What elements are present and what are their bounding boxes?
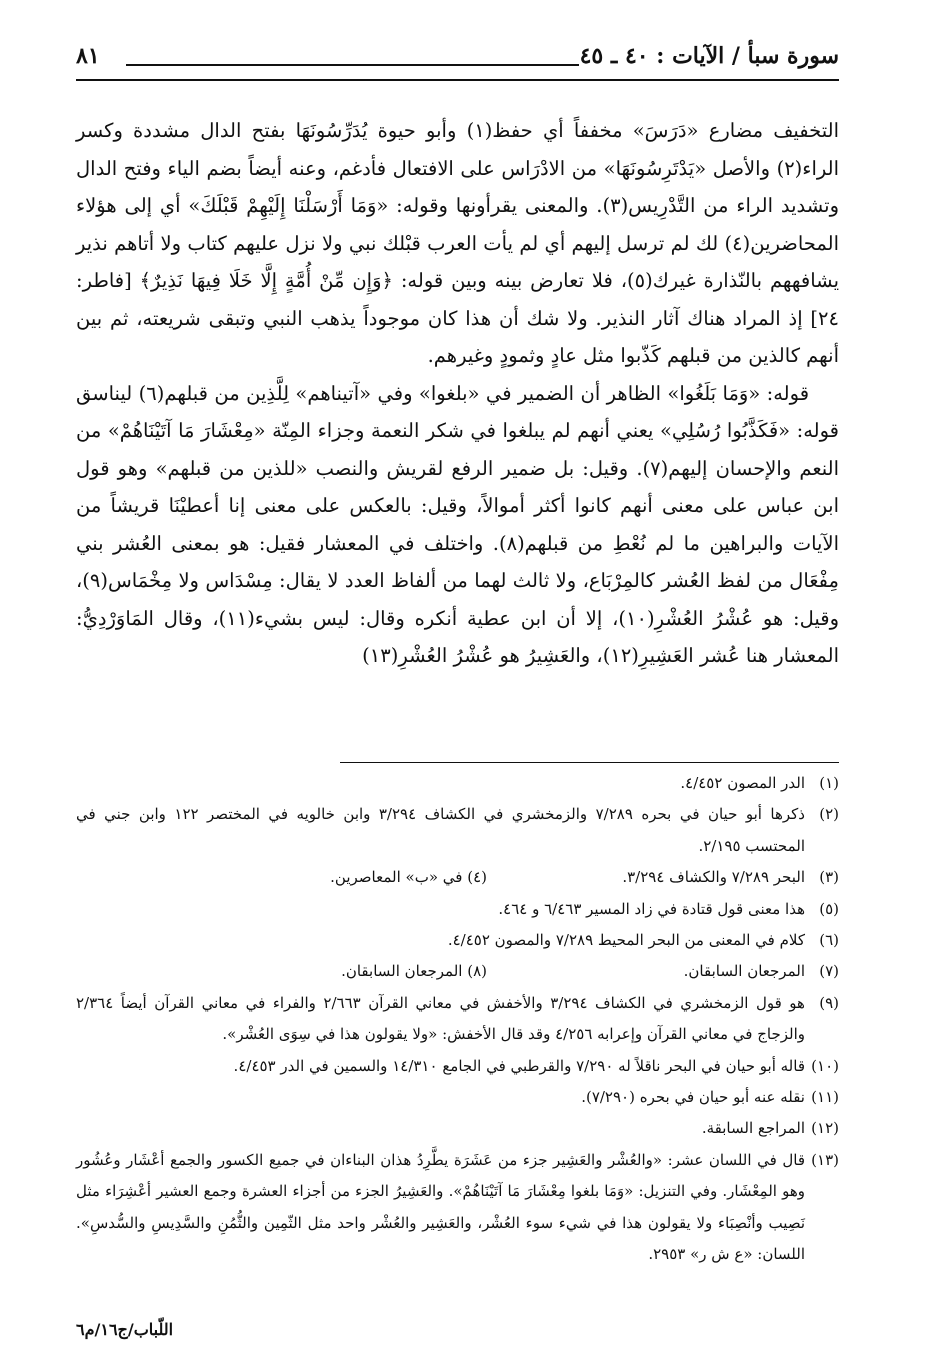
running-title: سورة سبأ / الآيات : ٤٠ ـ ٤٥ — [579, 43, 839, 69]
footnote — [76, 1145, 839, 1271]
footnote-number: (١١) — [811, 1088, 839, 1107]
footnote-text: المرجعان السابقان. — [341, 962, 463, 981]
footnotes — [76, 768, 839, 1270]
footnote-number: (٩) — [819, 993, 839, 1012]
header-leader-line — [126, 64, 579, 66]
footnote-text: قاله أبو حيان في البحر ناقلاً له ٧/٢٩٠ والقرطبي في الجامع ١٤/٣١٠ والسمين في الدر ٤/٤٥٣. — [233, 1056, 805, 1075]
footnote — [76, 1082, 839, 1113]
footnote — [76, 925, 839, 956]
footnote-text: هو قول الزمخشري في الكشاف ٣/٢٩٤ والأخفش في معاني القرآن ٢/٦٦٣ والفراء في معاني القرآن أيضاً ٢/٣٦٤ والزجاج في معاني القرآن وإعرابه ٤/٢٥٦ وقد قال الأخفش: «ولا يقولون هذا في سِوَى العُشْر». — [76, 993, 805, 1044]
footnote-text: المراجع السابقة. — [701, 1119, 805, 1138]
main-text — [76, 112, 839, 675]
footnote — [76, 1113, 839, 1144]
printer-signature: اللّباب/ج١٦/م٦ — [76, 1320, 174, 1339]
footnote-number: (١٢) — [811, 1119, 839, 1138]
footnote — [76, 799, 839, 862]
footnote-second — [330, 862, 487, 893]
footnote-text: البحر ٧/٢٨٩ والكشاف ٣/٢٩٤. — [622, 868, 805, 887]
paragraph: قوله: «وَمَا بَلَغُوا» الظاهر أن الضمير في «بلغوا» وفي «آتيناهم» لِلَّذِين من قبلهم(٦) ليناسق قوله: «فَكَذَّبُوا رُسُلِي» يعني أنهم لم يبلغوا في شكر النعمة وجزاء المِنّة «مِعْشَارَ مَا آتَيْنَاهُمْ» من النعم والإحسان إليهم(٧). وقيل: بل ضمير الرفع لقريش والنصب «للذين من قبلهم» وهو قول ابن عباس على معنى أنهم كانوا أكثر أموالاً، وقيل: بالعكس على معنى إنا أعطيْنَا قريشاً من الآيات والبراهين ما لم نُعْطِ من قبلهم(٨). واختلف في المعشار فقيل: هو بمعنى العُشر بني مِفْعَال من لفظ العُشر كالمِرْبَاع، ولا ثالث لهما من ألفاظ العدد لا يقال: مِسْدَاس ولا مِخْمَاس(٩)، وقيل: هو عُشْرُ العُشْرِ(١٠)، إلا أن ابن عطية أنكره وقال: ليس بشيء(١١)، وقال المَاوَرْدِيُّ: المعشار هنا عُشر العَشِيرِ(١٢)، والعَشِيرُ هو عُشْرُ العُشْرِ(١٣) — [76, 381, 839, 667]
footnote — [76, 988, 839, 1051]
footnote-number: (١٣) — [811, 1150, 839, 1169]
footnote-number: (١) — [819, 774, 839, 792]
footnote-number: (٥) — [819, 899, 839, 918]
footnote — [76, 894, 839, 925]
footnote — [76, 768, 839, 799]
footnote-pair — [76, 862, 839, 893]
footnote-text: المرجعان السابقان. — [683, 962, 805, 981]
footnote-number: (٢) — [819, 805, 839, 824]
footnote-number: (٨) — [467, 962, 487, 981]
footnote-number: (١٠) — [811, 1056, 839, 1075]
footnote-text: قال في اللسان عشر: «والعُشْر والعَشِير جزء من عَشَرَة يطَّرِدُ هذان البناءان في جميع الكسور والجمع أعْشَار وعُشُور وهو المِعْشَار. وفي التنزيل: «وَمَا بلغوا مِعْشَارَ مَا آتَيْنَاهُمْ». والعَشِيرُ الجزء من أجزاء العشرة وجمع العشير أعْشِرَاء مثل نَصِيب وأنْصِبَاء ولا يقولون هذا في شيء سوء العُشْر، والعَشِير والعُشْر واحد مثل الثّمِين والثُّمُنِ والسَّدِيسِ والسُّدسِ». اللسان: «ع ش ر» ٢٩٥٣. — [76, 1150, 805, 1264]
footnote-text: ذكرها أبو حيان في بحره ٧/٢٨٩ والزمخشري في الكشاف ٣/٢٩٤ وابن خالويه في المختصر ١٢٢ وابن جني في المحتسب ٢/١٩٥. — [76, 805, 805, 855]
footnote-text: كلام في المعنى من البحر المحيط ٧/٢٨٩ والمصون ٤/٤٥٢. — [447, 931, 805, 950]
page-header — [76, 36, 839, 76]
footnote-pair — [76, 956, 839, 987]
footnote — [76, 1051, 839, 1082]
footnote-text: في «ب» المعاصرين. — [330, 868, 463, 887]
footnote-text: الدر المصون ٤/٤٥٢. — [680, 774, 805, 792]
footnote-text: نقله عنه أبو حيان في بحره (٧/٢٩٠). — [581, 1088, 805, 1107]
page-number: ٨١ — [76, 43, 100, 69]
paragraph: التخفيف مضارع «دَرَسَ» مخففاً أي حفظ(١) وأبو حيوة يُدَرِّسُونَهَا بفتح الدال مشددة وكسر الراء(٢) والأصل «يَدْتَرِسُونَهَا» من الادْرَاس على الافتعال فأدغم، وعنه أيضاً بضم الياء وفتح الدال وتشديد الراء من التَّدْرِيس(٣). والمعنى يقرأونها وقوله: «وَمَا أَرْسَلْنَا إِلَيْهِمْ قَبْلَكَ» أي إلى هؤلاء المحاضرين(٤) لك لم ترسل إليهم أي لم يأت العرب قبْلك نبي ولا نزل عليهم كتاب ولا أتاهم نذير يشافههم بالنّذارة غيرك(٥)، فلا تعارض بينه وبين قوله: ﴿وَإِن مِّنْ أُمَّةٍ إِلَّا خَلَا فِيهَا نَذِيرٌ﴾ [فاطر: ٢٤] إذ المراد هناك آثار النذير. ولا شك أن هذا كان موجوداً يذهب النبي وتبقى شريعته، ثم بين أنهم كالذين من قبلهم كَذّبوا مثل عادٍ وثمودٍ وغيرهم. — [76, 119, 840, 367]
footnote-separator — [340, 762, 839, 763]
footnote-text: هذا معنى قول قتادة في زاد المسير ٦/٤٦٣ و ٤٦٤. — [498, 899, 805, 918]
footnote-number: (٦) — [819, 931, 839, 950]
footnote-number: (٣) — [819, 868, 839, 887]
footnote-number: (٧) — [819, 962, 839, 981]
header-rule — [76, 79, 839, 81]
footnote-number: (٤) — [467, 868, 487, 887]
footnote-second — [341, 956, 487, 987]
